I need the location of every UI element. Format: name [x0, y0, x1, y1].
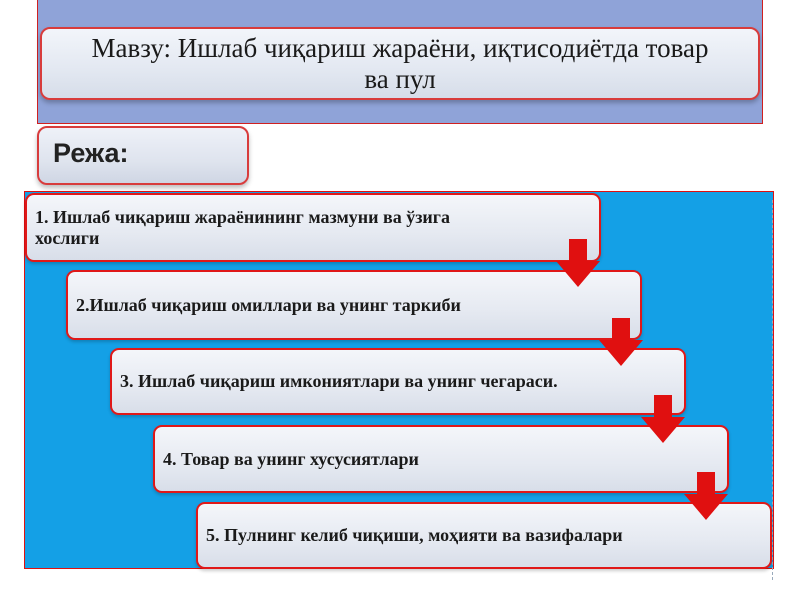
- plan-label: Режа:: [53, 138, 129, 168]
- step-text: 5. Пулнинг келиб чиқиши, моҳияти ва вазифалари: [206, 525, 623, 545]
- down-arrow-icon: [684, 472, 728, 520]
- step-text: 4. Товар ва унинг хусусиятлари: [163, 448, 419, 469]
- title-box: [40, 27, 760, 100]
- down-arrow-icon: [556, 239, 600, 287]
- plan-label-box: [37, 126, 249, 185]
- step-text: 2.Ишлаб чиқариш омиллари ва унинг таркиби: [76, 294, 461, 315]
- down-arrow-icon: [599, 318, 643, 366]
- step-item-1: [25, 193, 601, 262]
- down-arrow-icon: [641, 395, 685, 443]
- slide-title: Мавзу: Ишлаб чиқариш жараёни, иқтисодиётда товар ва пул: [91, 32, 709, 94]
- step-text: 1. Ишлаб чиқариш жараёнининг мазмуни ва ўзига хослиги: [35, 206, 450, 248]
- dashed-guide-line: [772, 200, 773, 580]
- step-text: 3. Ишлаб чиқариш имкониятлари ва унинг чегараси.: [120, 371, 558, 391]
